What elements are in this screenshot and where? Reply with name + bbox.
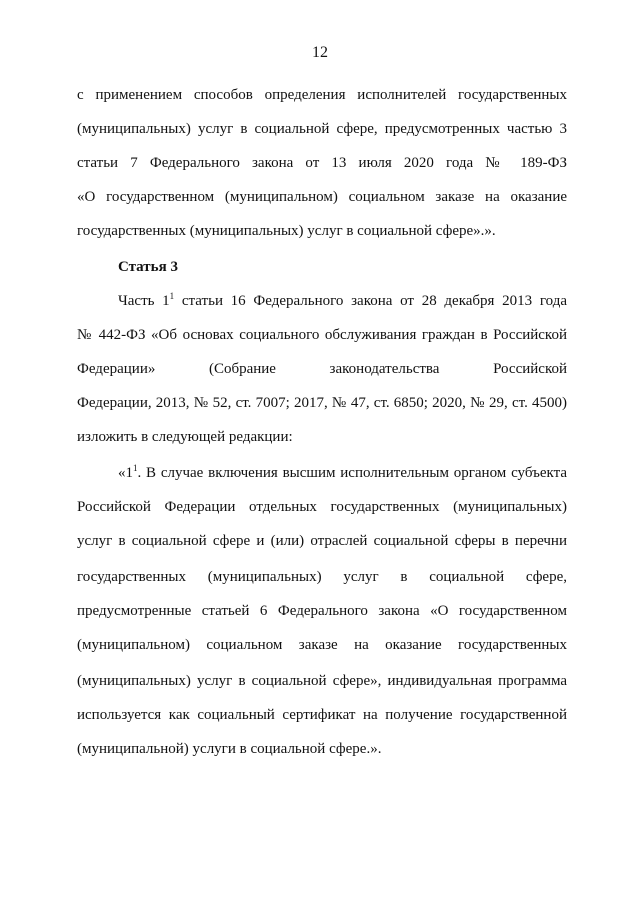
article-heading: Статья 3 — [118, 259, 178, 275]
text-fragment: «1 — [118, 465, 133, 481]
text-line: (муниципальном) социальном заказе на оказание государственных — [77, 637, 567, 653]
text-line: используется как социальный сертификат на получение государственной — [77, 707, 567, 723]
text-line — [118, 291, 567, 311]
superscript: 1 — [133, 463, 138, 473]
text-line: с применением способов определения исполнителей государственных — [77, 87, 567, 103]
text-line: Российской Федерации отдельных государственных (муниципальных) — [77, 499, 567, 515]
superscript: 1 — [169, 291, 175, 301]
text-fragment: . В случае включения высшим исполнительным органом субъекта — [137, 465, 567, 481]
text-line — [118, 463, 567, 483]
text-line: (муниципальной) услуги в социальной сфере.». — [77, 741, 382, 757]
text-line: № 442-ФЗ «Об основах социального обслуживания граждан в Российской — [77, 327, 567, 343]
text-line: (муниципальных) услуг в социальной сфере», индивидуальная программа — [77, 673, 567, 689]
text-fragment: статьи 16 Федерального закона от 28 декабря 2013 года — [174, 293, 567, 309]
text-line: предусмотренные статьей 6 Федерального закона «О государственном — [77, 603, 567, 619]
page-number: 12 — [312, 44, 328, 61]
text-line: Федерации» (Собрание законодательства Российской — [77, 361, 567, 377]
text-line: государственных (муниципальных) услуг в социальной сфере».». — [77, 223, 496, 239]
text-line: (муниципальных) услуг в социальной сфере, предусмотренных частью 3 — [77, 121, 567, 137]
text-line: услуг в социальной сфере и (или) отраслей социальной сферы в перечни — [77, 533, 567, 549]
text-fragment: Часть 1 — [118, 293, 170, 309]
text-line: Федерации, 2013, № 52, ст. 7007; 2017, № 47, ст. 6850; 2020, № 29, ст. 4500) — [77, 395, 567, 411]
text-line: «О государственном (муниципальном) социальном заказе на оказание — [77, 189, 567, 205]
text-line: государственных (муниципальных) услуг в социальной сфере, — [77, 569, 567, 585]
text-line: статьи 7 Федерального закона от 13 июля 2020 года № 189-ФЗ — [77, 155, 567, 171]
text-line: изложить в следующей редакции: — [77, 429, 293, 445]
